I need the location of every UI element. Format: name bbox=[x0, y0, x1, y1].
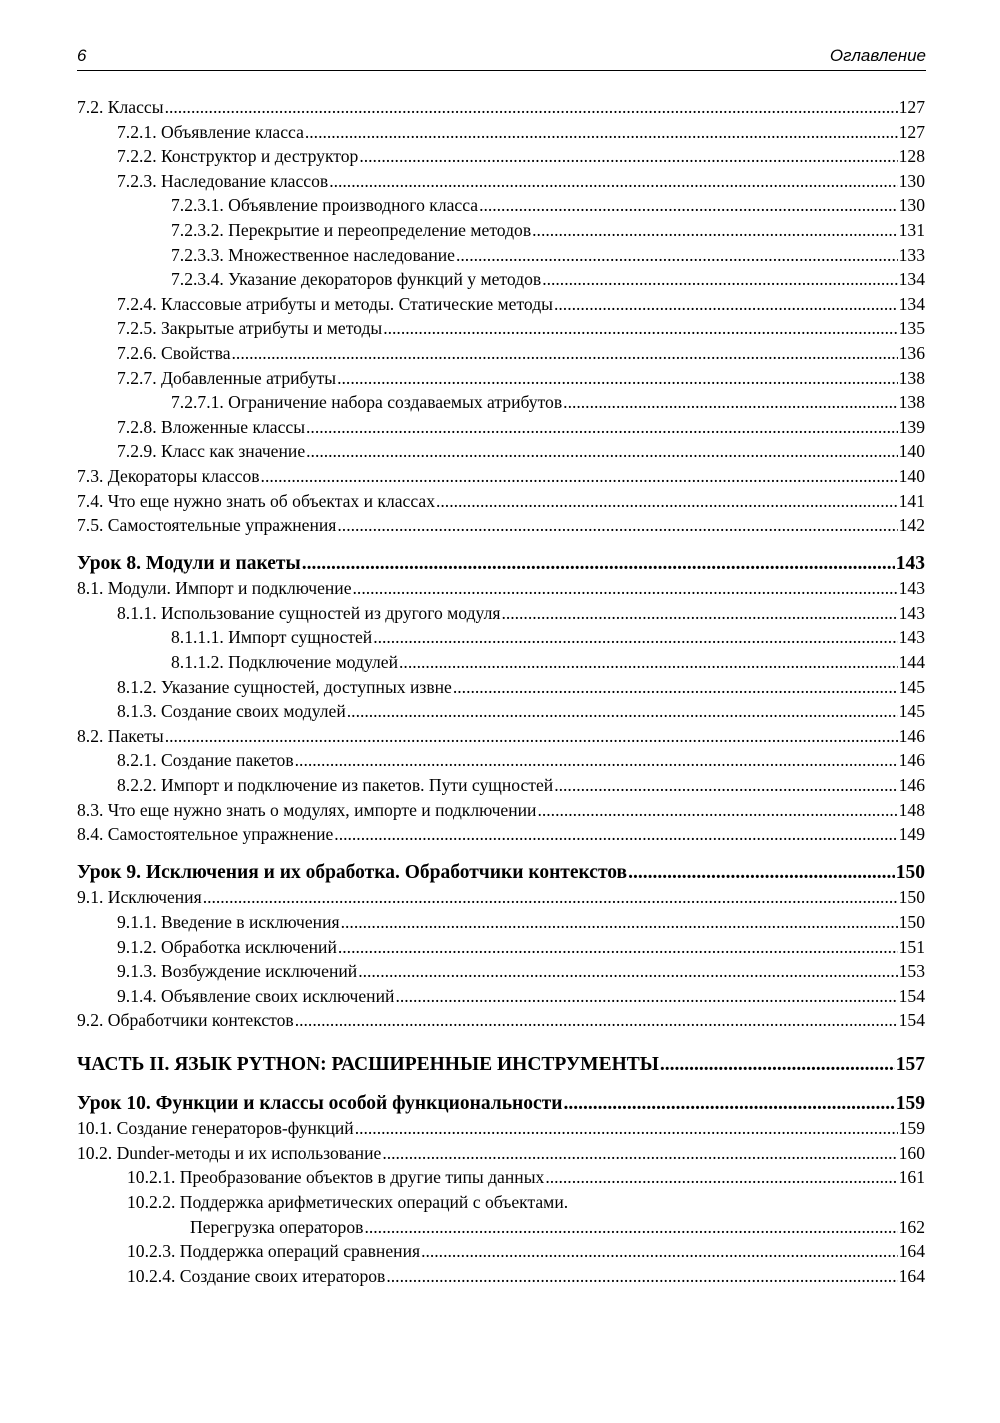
toc-entry-page: 127 bbox=[898, 121, 925, 142]
toc-entry-page: 159 bbox=[895, 1092, 925, 1114]
toc-entry-page: 164 bbox=[898, 1265, 925, 1286]
dot-leader bbox=[302, 552, 895, 577]
toc-entry[interactable] bbox=[77, 95, 925, 120]
toc-entry[interactable] bbox=[77, 1116, 925, 1141]
toc-entry[interactable] bbox=[77, 724, 925, 749]
dot-leader bbox=[395, 984, 897, 1009]
toc-entry[interactable] bbox=[77, 748, 925, 773]
toc-entry-multiline-second[interactable] bbox=[77, 1215, 925, 1240]
toc-entry-title: 9.1.3. Возбуждение исключений bbox=[117, 961, 358, 982]
toc-entry-title: 7.4. Что еще нужно знать об объектах и классах bbox=[77, 490, 435, 511]
toc-entry-page: 135 bbox=[898, 318, 925, 339]
toc-entry-page: 146 bbox=[898, 725, 925, 746]
toc-entry-page: 149 bbox=[898, 824, 925, 845]
toc-entry-page: 151 bbox=[898, 936, 925, 957]
toc-entry[interactable] bbox=[77, 699, 925, 724]
toc-entry-title: Перегрузка операторов bbox=[190, 1216, 364, 1237]
toc-entry-page: 148 bbox=[898, 799, 925, 820]
toc-entry-title: 9.1. Исключения bbox=[77, 887, 202, 908]
toc-entry-page: 145 bbox=[898, 701, 925, 722]
dot-leader bbox=[386, 1264, 897, 1289]
toc-entry-title: 7.2.5. Закрытые атрибуты и методы bbox=[117, 318, 383, 339]
dot-leader bbox=[399, 650, 898, 675]
toc-entry-title: 8.2.2. Импорт и подключение из пакетов. Пути сущностей bbox=[117, 775, 554, 796]
toc-chapter-8[interactable] bbox=[77, 552, 925, 577]
dot-leader bbox=[421, 1239, 898, 1264]
dot-leader bbox=[329, 169, 897, 194]
toc-entry-page: 142 bbox=[898, 515, 925, 536]
dot-leader bbox=[295, 1008, 898, 1033]
toc-entry-page: 146 bbox=[898, 750, 925, 771]
toc-entry-title: Урок 10. Функции и классы особой функциональности bbox=[77, 1092, 563, 1114]
toc-entry-title: 8.2. Пакеты bbox=[77, 725, 164, 746]
toc-entry-page: 130 bbox=[898, 170, 925, 191]
toc-section-7-2 bbox=[77, 95, 925, 538]
toc-entry-title: 7.2.3. Наследование классов bbox=[117, 170, 329, 191]
toc-entry-page: 154 bbox=[898, 1010, 925, 1031]
toc-entry[interactable] bbox=[77, 316, 925, 341]
toc-entry-page: 153 bbox=[898, 961, 925, 982]
toc-part-2[interactable] bbox=[77, 1053, 925, 1078]
toc-entry[interactable] bbox=[77, 822, 925, 847]
toc-entry-page: 143 bbox=[895, 552, 925, 574]
toc-chapter-9[interactable] bbox=[77, 861, 925, 886]
toc-entry-page: 150 bbox=[895, 861, 925, 883]
toc-entry[interactable] bbox=[77, 1264, 925, 1289]
toc-entry-title: 9.2. Обработчики контекстов bbox=[77, 1010, 294, 1031]
toc-entry-page: 131 bbox=[898, 219, 925, 240]
dot-leader bbox=[436, 489, 898, 514]
toc-entry-page: 141 bbox=[898, 490, 925, 511]
toc-entry[interactable] bbox=[77, 120, 925, 145]
toc-entry[interactable] bbox=[77, 675, 925, 700]
toc-entry[interactable] bbox=[77, 489, 925, 514]
toc-entry-title: 7.2.3.3. Множественное наследование bbox=[171, 244, 455, 265]
toc-entry-title: 10.2.1. Преобразование объектов в другие типы данных bbox=[127, 1167, 545, 1188]
toc-entry[interactable] bbox=[77, 292, 925, 317]
toc-entry[interactable] bbox=[77, 415, 925, 440]
toc-entry[interactable] bbox=[77, 243, 925, 268]
toc-entry-title: 7.2. Классы bbox=[77, 97, 164, 117]
toc-entry-page: 138 bbox=[898, 392, 925, 413]
toc-entry-page: 134 bbox=[898, 293, 925, 314]
toc-entry-title: 8.2.1. Создание пакетов bbox=[117, 750, 294, 771]
toc-entry-title: 8.1.1. Использование сущностей из другого модуля bbox=[117, 602, 501, 623]
toc-entry[interactable] bbox=[77, 1008, 925, 1033]
toc-entry[interactable] bbox=[77, 341, 925, 366]
dot-leader bbox=[542, 267, 897, 292]
dot-leader bbox=[373, 625, 897, 650]
toc-entry[interactable] bbox=[77, 169, 925, 194]
dot-leader bbox=[537, 798, 897, 823]
dot-leader bbox=[341, 910, 898, 935]
toc-entry-title: 7.5. Самостоятельные упражнения bbox=[77, 515, 337, 536]
toc-entry-title: Урок 8. Модули и пакеты bbox=[77, 552, 301, 574]
toc-chapter-10[interactable] bbox=[77, 1092, 925, 1117]
dot-leader bbox=[165, 724, 898, 749]
toc-entry-page: 143 bbox=[898, 578, 925, 599]
toc-entry-page: 130 bbox=[898, 195, 925, 216]
toc-entry-page: 127 bbox=[898, 97, 925, 117]
toc-entry-title: 7.2.3.4. Указание декораторов функций у методов bbox=[171, 269, 542, 290]
toc-entry-title: 7.2.7. Добавленные атрибуты bbox=[117, 367, 337, 388]
toc-entry-title: 7.2.7.1. Ограничение набора создаваемых атрибутов bbox=[171, 392, 563, 413]
dot-leader bbox=[554, 773, 897, 798]
dot-leader bbox=[660, 1053, 895, 1078]
dot-leader bbox=[554, 292, 898, 317]
toc-entry-title: 7.2.1. Объявление класса bbox=[117, 121, 304, 142]
dot-leader bbox=[347, 699, 898, 724]
toc-entry[interactable] bbox=[77, 773, 925, 798]
toc-entry-title: 7.2.6. Свойства bbox=[117, 342, 231, 363]
dot-leader bbox=[532, 218, 897, 243]
dot-leader bbox=[337, 366, 897, 391]
toc-entry-page: 145 bbox=[898, 676, 925, 697]
toc-entry-title: 7.3. Декораторы классов bbox=[77, 465, 260, 486]
dot-leader bbox=[305, 120, 898, 145]
toc-entry-title: 10.2.3. Поддержка операций сравнения bbox=[127, 1241, 421, 1262]
toc-entry-title: 7.2.2. Конструктор и деструктор bbox=[117, 146, 359, 167]
page-number: 6 bbox=[77, 46, 87, 65]
toc-entry-title: ЧАСТЬ II. ЯЗЫК PYTHON: РАСШИРЕННЫЕ ИНСТРУМЕНТЫ bbox=[77, 1053, 659, 1075]
toc-entry-page: 159 bbox=[898, 1118, 925, 1139]
toc-entry[interactable] bbox=[77, 650, 925, 675]
dot-leader bbox=[355, 1116, 898, 1141]
toc-entry[interactable] bbox=[77, 1239, 925, 1264]
toc-entry[interactable] bbox=[77, 144, 925, 169]
toc-entry[interactable] bbox=[77, 910, 925, 935]
dot-leader bbox=[261, 464, 898, 489]
dot-leader bbox=[479, 193, 898, 218]
toc-entry[interactable] bbox=[77, 218, 925, 243]
dot-leader bbox=[563, 390, 897, 415]
toc-entry-page: 140 bbox=[898, 465, 925, 486]
dot-leader bbox=[382, 1141, 897, 1166]
dot-leader bbox=[337, 513, 897, 538]
toc-entry-title: 9.1.4. Объявление своих исключений bbox=[117, 985, 395, 1006]
dot-leader bbox=[358, 959, 897, 984]
toc-entry-title: Урок 9. Исключения и их обработка. Обработчики контекстов bbox=[77, 861, 628, 883]
toc-entry-page: 133 bbox=[898, 244, 925, 265]
toc-entry-title: 10.2.4. Создание своих итераторов bbox=[127, 1265, 386, 1286]
toc-entry[interactable] bbox=[77, 625, 925, 650]
dot-leader bbox=[545, 1165, 897, 1190]
toc-entry-page: 134 bbox=[898, 269, 925, 290]
toc-entry-page: 150 bbox=[898, 887, 925, 908]
toc-entry[interactable] bbox=[77, 576, 925, 601]
toc-entry-page: 128 bbox=[898, 146, 925, 167]
toc-entry-title: 9.1.1. Введение в исключения bbox=[117, 912, 340, 932]
dot-leader bbox=[334, 822, 897, 847]
toc-section-8 bbox=[77, 576, 925, 847]
toc-entry-title: 8.4. Самостоятельное упражнение bbox=[77, 824, 334, 845]
toc-entry[interactable] bbox=[77, 935, 925, 960]
toc-entry-page: 139 bbox=[898, 416, 925, 437]
dot-leader bbox=[364, 1215, 897, 1240]
toc-entry-title: 8.3. Что еще нужно знать о модулях, импорте и подключении bbox=[77, 799, 537, 820]
dot-leader bbox=[353, 576, 898, 601]
running-header bbox=[77, 44, 926, 71]
toc-entry-multiline-first[interactable]: 10.2.2. Поддержка арифметических операций с объектами. bbox=[127, 1191, 569, 1212]
dot-leader bbox=[383, 316, 897, 341]
toc-entry[interactable] bbox=[77, 959, 925, 984]
toc-entry-title: 10.2. Dunder-методы и их использование bbox=[77, 1142, 382, 1163]
dot-leader bbox=[628, 861, 895, 886]
toc-entry-page: 160 bbox=[898, 1142, 925, 1163]
toc-entry[interactable] bbox=[77, 193, 925, 218]
toc-entry-page: 138 bbox=[898, 367, 925, 388]
toc-entry-title: 8.1. Модули. Импорт и подключение bbox=[77, 578, 352, 599]
dot-leader bbox=[359, 144, 897, 169]
toc-entry-title: 7.2.4. Классовые атрибуты и методы. Статические методы bbox=[117, 293, 553, 314]
dot-leader bbox=[165, 95, 898, 120]
toc-entry-page: 157 bbox=[895, 1053, 925, 1075]
toc-entry[interactable] bbox=[77, 984, 925, 1009]
toc-entry-page: 154 bbox=[898, 985, 925, 1006]
toc-entry-title: 8.1.2. Указание сущностей, доступных извне bbox=[117, 676, 452, 697]
toc-entry[interactable] bbox=[77, 513, 925, 538]
toc-entry-title: 9.1.2. Обработка исключений bbox=[117, 936, 337, 957]
toc-entry-page: 143 bbox=[898, 627, 925, 648]
toc-entry-page: 162 bbox=[898, 1216, 925, 1237]
dot-leader bbox=[295, 748, 898, 773]
dot-leader bbox=[501, 601, 897, 626]
toc-entry[interactable] bbox=[77, 798, 925, 823]
dot-leader bbox=[456, 243, 898, 268]
toc-section-10-a bbox=[77, 1116, 925, 1190]
dot-leader bbox=[232, 341, 898, 366]
toc-entry-page: 143 bbox=[898, 602, 925, 623]
dot-leader bbox=[338, 935, 898, 960]
toc-entry[interactable] bbox=[77, 601, 925, 626]
toc-entry[interactable] bbox=[77, 464, 925, 489]
toc-entry-page: 164 bbox=[898, 1241, 925, 1262]
toc-entry-page: 150 bbox=[898, 912, 925, 932]
toc-entry-page: 136 bbox=[898, 342, 925, 363]
dot-leader bbox=[306, 439, 897, 464]
toc-entry[interactable] bbox=[77, 1141, 925, 1166]
running-title: Оглавление bbox=[829, 46, 926, 65]
toc-entry-title: 7.2.3.1. Объявление производного класса bbox=[171, 195, 479, 216]
toc-section-10-b bbox=[77, 1239, 925, 1288]
toc-entry-title: 10.1. Создание генераторов-функций bbox=[77, 1118, 354, 1139]
dot-leader bbox=[203, 885, 898, 910]
toc-entry-title: 8.1.3. Создание своих модулей bbox=[117, 701, 346, 722]
toc-entry-page: 140 bbox=[898, 441, 925, 462]
toc-entry[interactable] bbox=[77, 390, 925, 415]
toc-entry-title: 8.1.1.2. Подключение модулей bbox=[171, 652, 399, 673]
dot-leader bbox=[563, 1092, 894, 1117]
toc-entry-title: 7.2.3.2. Перекрытие и переопределение методов bbox=[171, 219, 532, 240]
toc-entry-page: 161 bbox=[898, 1167, 925, 1188]
toc-entry[interactable] bbox=[77, 366, 925, 391]
dot-leader bbox=[453, 675, 898, 700]
toc-entry[interactable] bbox=[77, 439, 925, 464]
toc-entry-title: 7.2.9. Класс как значение bbox=[117, 441, 306, 462]
toc-entry-title: 7.2.8. Вложенные классы bbox=[117, 416, 306, 437]
toc-entry-page: 146 bbox=[898, 775, 925, 796]
dot-leader bbox=[306, 415, 898, 440]
toc-entry[interactable] bbox=[77, 1165, 925, 1190]
toc-entry-page: 144 bbox=[898, 652, 925, 673]
toc-entry[interactable] bbox=[77, 267, 925, 292]
toc-entry-title: 8.1.1.1. Импорт сущностей bbox=[171, 627, 373, 648]
toc-entry[interactable] bbox=[77, 885, 925, 910]
table-of-contents bbox=[77, 95, 925, 1288]
toc-section-9 bbox=[77, 885, 925, 1033]
